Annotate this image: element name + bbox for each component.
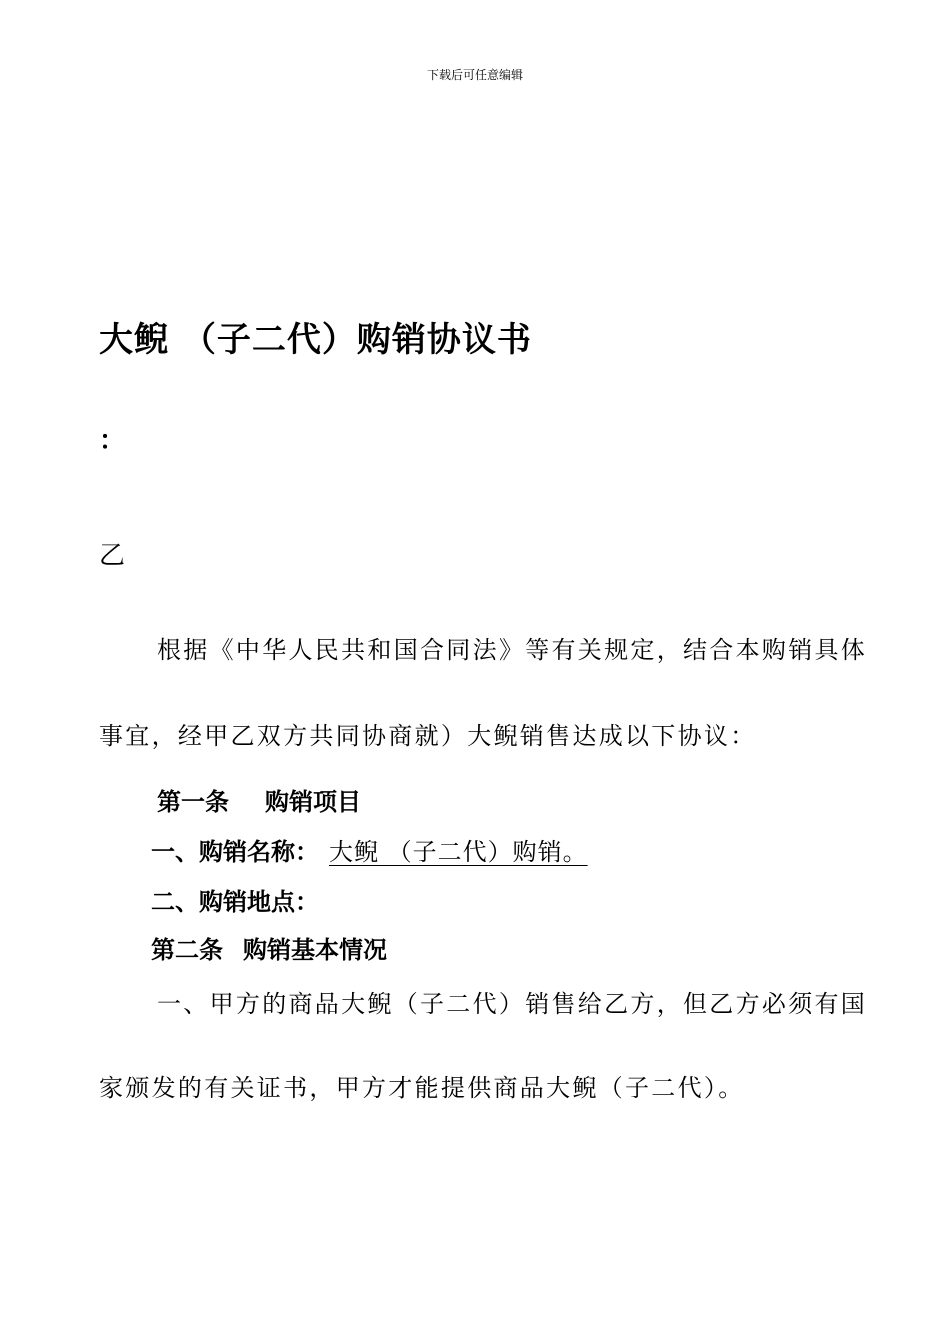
item-1-label: 一、购销名称： [151,838,319,866]
header-note: 下载后可任意编辑 [426,68,523,82]
item-2-label: 二、购销地点： [151,888,319,916]
article-2-para-line-1: 一、甲方的商品大鲵（子二代）销售给乙方，但乙方必须有国 [157,990,868,1018]
preamble-line-1: 根据《中华人民共和国合同法》等有关规定，结合本购销具体 [157,636,868,664]
article-1-heading [157,782,361,817]
party-b-label: 乙 [99,541,126,571]
article-1-number: 第一条 [157,788,229,816]
article-1-title: 购销项目 [265,788,361,816]
preamble-line-2: 事宜，经甲乙双方共同协商就）大鲵销售达成以下协议： [99,722,757,750]
article-2-heading [151,930,387,965]
item-1-row [151,832,588,867]
party-a-label: ： [99,426,126,456]
article-2-para-line-2: 家颁发的有关证书，甲方才能提供商品大鲵（子二代）。 [99,1074,745,1102]
document-title: 大鲵 （子二代）购销协议书 [99,320,532,360]
item-1-value: 大鲵 （子二代）购销。 [329,838,588,866]
article-2-title: 购销基本情况 [243,936,387,964]
article-2-number: 第二条 [151,936,223,964]
